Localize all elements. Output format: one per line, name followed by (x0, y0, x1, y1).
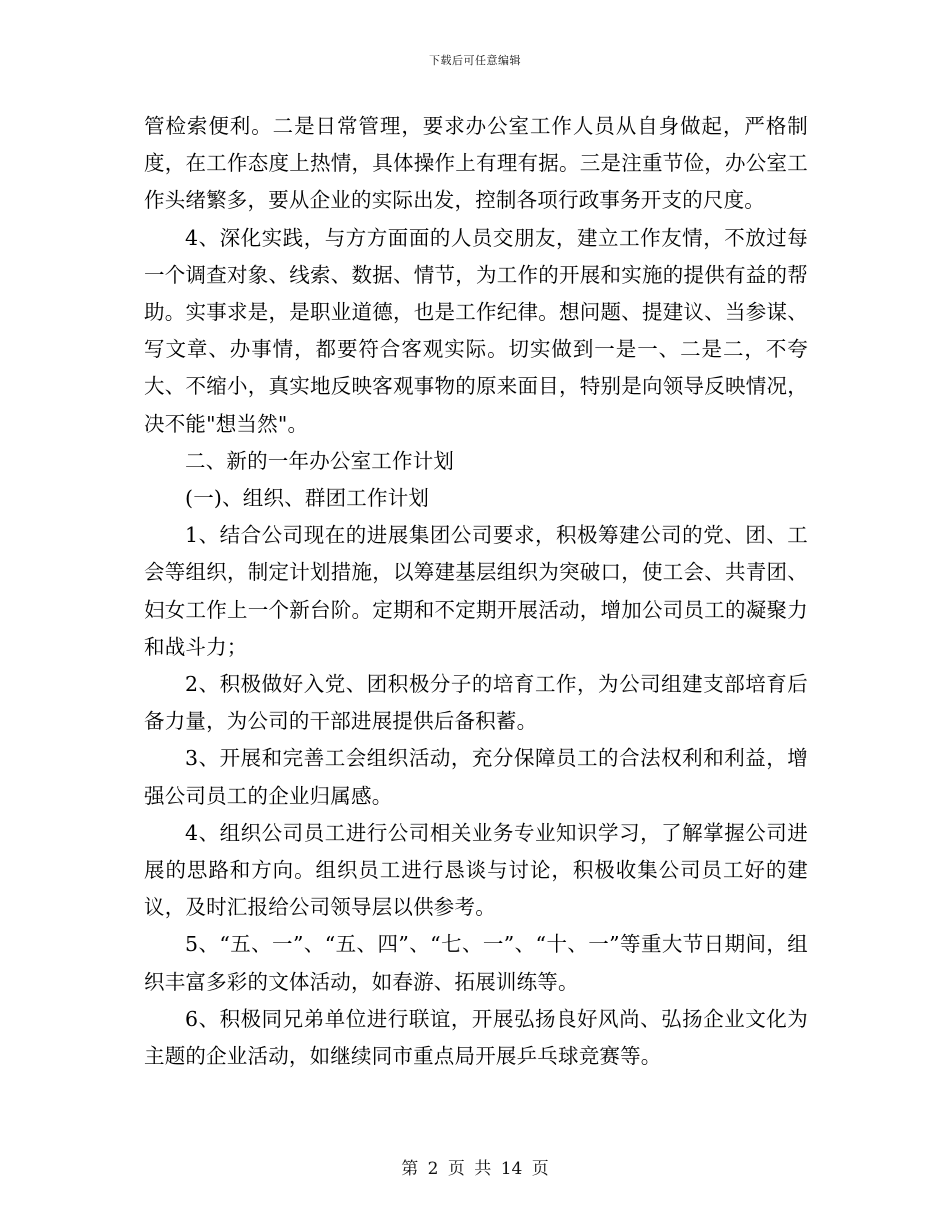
page-header: 下载后可任意编辑 (429, 54, 521, 67)
paragraph: 管检索便利。二是日常管理，要求办公室工作人员从自身做起，严格制度，在工作态度上热情，具体操作上有理有据。三是注重节俭，办公室工作头绪繁多，要从企业的实际出发，控制各项行政事务开支的尺度。 (144, 114, 808, 213)
paragraph: 5、“五、一”、“五、四”、“七、一”、“十、一”等重大节日期间，组织丰富多彩的文体活动，如春游、拓展训练等。 (144, 932, 808, 994)
paragraph: 4、深化实践，与方方面面的人员交朋友，建立工作友情，不放过每一个调查对象、线索、数据、情节，为工作的开展和实施的提供有益的帮助。实事求是，是职业道德，也是工作纪律。想问题、提建议、当参谋、写文章、办事情，都要符合客观实际。切实做到一是一、二是二，不夸大、不缩小，真实地反映客观事物的原来面目，特别是向领导反映情况，决不能"想当然"。 (144, 225, 808, 436)
paragraph: 6、积极同兄弟单位进行联谊，开展弘扬良好风尚、弘扬企业文化为主题的企业活动，如继续同市重点局开展乒乓球竞赛等。 (144, 1006, 808, 1069)
document-body (144, 108, 808, 1075)
section-heading: 二、新的一年办公室工作计划 (185, 448, 455, 473)
paragraph: 4、组织公司员工进行公司相关业务专业知识学习，了解掌握公司进展的思路和方向。组织员工进行恳谈与讨论，积极收集公司员工好的建议，及时汇报给公司领导层以供参考。 (144, 820, 808, 920)
paragraph: 2、积极做好入党、团积极分子的培育工作，为公司组建支部培育后备力量，为公司的干部进展提供后备积蓄。 (144, 672, 808, 734)
paragraph: 1、结合公司现在的进展集团公司要求，积极筹建公司的党、团、工会等组织，制定计划措施，以筹建基层组织为突破口，使工会、共青团、妇女工作上一个新台阶。定期和不定期开展活动，增加公司员工的凝聚力和战斗力； (144, 523, 808, 659)
subsection-heading: (一)、组织、群团工作计划 (185, 486, 430, 511)
page-number: 第 2 页 共 14 页 (401, 1159, 549, 1179)
paragraph: 3、开展和完善工会组织活动，充分保障员工的合法权利和利益，增强公司员工的企业归属感。 (144, 746, 808, 808)
